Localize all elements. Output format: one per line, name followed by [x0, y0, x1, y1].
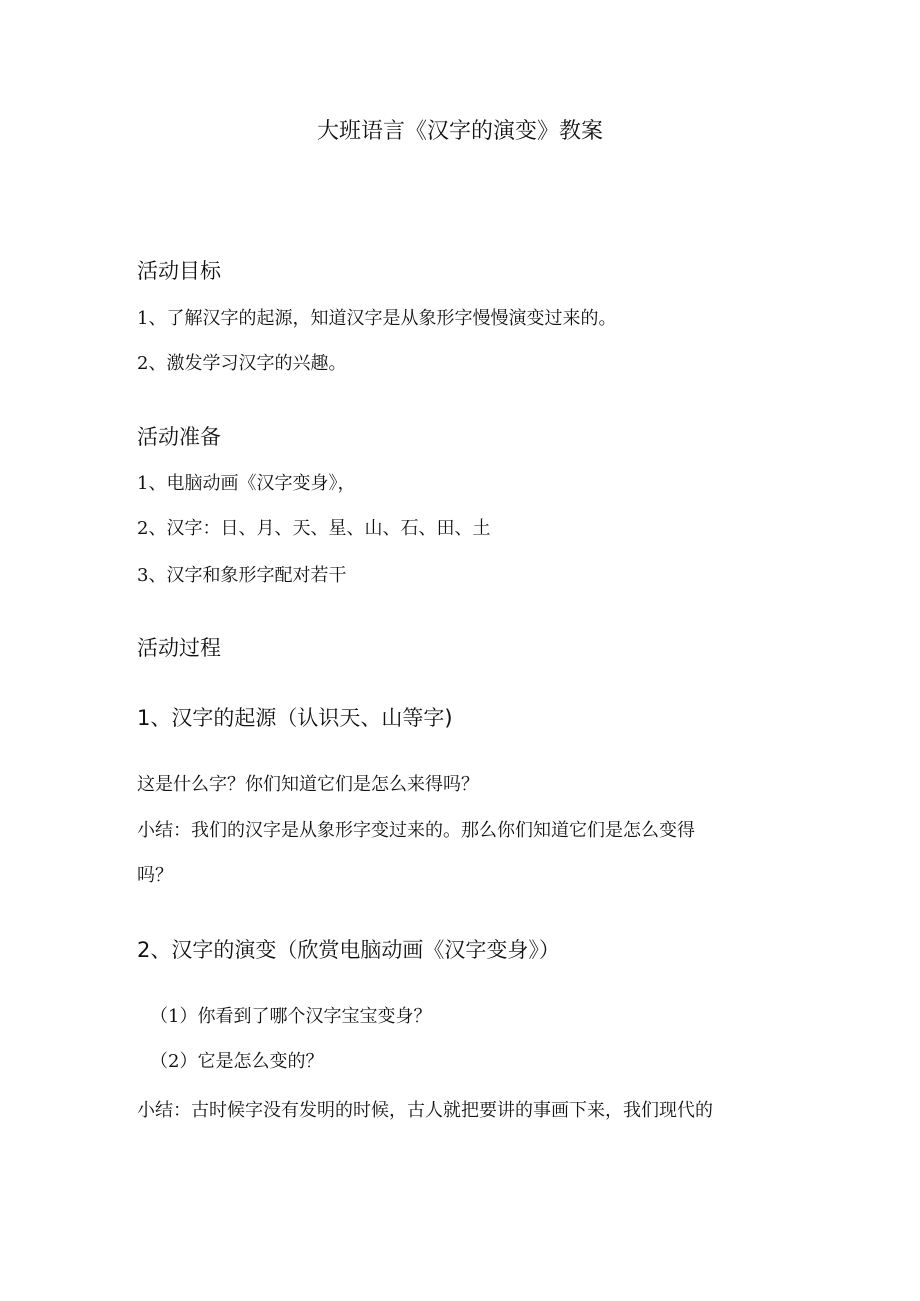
- process-step-text: 吗？: [137, 865, 173, 886]
- preparation-item: 2、汉字：日、月、天、星、山、石、田、土: [137, 518, 491, 539]
- process-step-heading: 2、汉字的演变（欣赏电脑动画《汉字变身》）: [137, 938, 560, 962]
- preparation-item: 3、汉字和象形字配对若干: [137, 565, 347, 586]
- process-step-text: 这是什么字？你们知道它们是怎么来得吗？: [137, 774, 479, 795]
- section-heading-preparation: 活动准备: [137, 425, 221, 449]
- document-title: 大班语言《汉字的演变》教案: [316, 119, 603, 144]
- section-heading-process: 活动过程: [137, 636, 221, 660]
- preparation-item: 1、电脑动画《汉字变身》，: [137, 473, 356, 494]
- goal-item: 1、了解汉字的起源，知道汉字是从象形字慢慢演变过来的。: [137, 308, 617, 329]
- section-heading-goals: 活动目标: [137, 259, 221, 283]
- process-question: （2）它是怎么变的？: [150, 1051, 324, 1072]
- goal-item: 2、激发学习汉字的兴趣。: [137, 353, 347, 374]
- process-step-text: 小结：我们的汉字是从象形字变过来的。那么你们知道它们是怎么变得: [137, 820, 695, 841]
- process-summary: 小结：古时候字没有发明的时候，古人就把要讲的事画下来，我们现代的: [137, 1100, 713, 1121]
- process-question: （1）你看到了哪个汉字宝宝变身？: [150, 1006, 432, 1027]
- process-step-heading: 1、汉字的起源（认识天、山等字): [137, 706, 453, 730]
